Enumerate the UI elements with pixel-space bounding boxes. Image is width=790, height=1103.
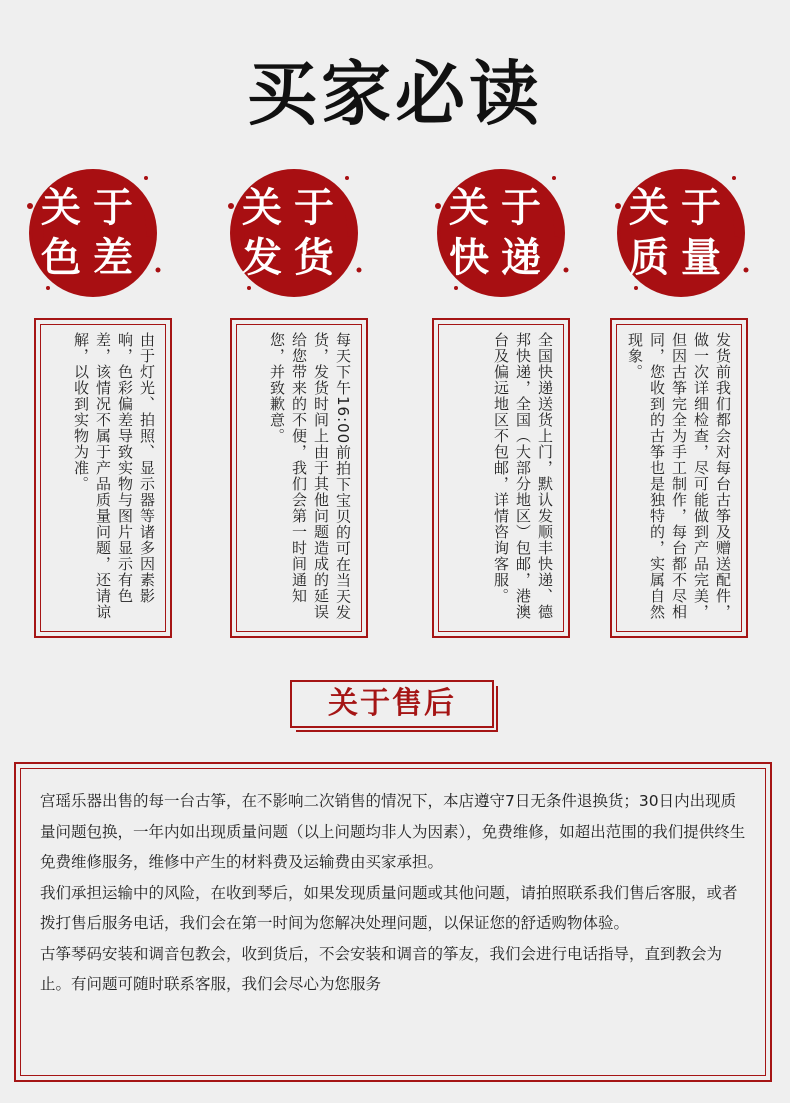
after-sales-text	[40, 786, 748, 1000]
after-sales-title-box	[290, 680, 494, 728]
ink-circle-icon	[606, 158, 756, 308]
ink-circle-icon	[18, 158, 168, 308]
card-color-difference	[34, 318, 172, 638]
ink-circle-icon	[426, 158, 576, 308]
badge-color-difference	[18, 158, 168, 308]
badge-line1: 关于	[41, 184, 145, 231]
badge-express	[426, 158, 576, 308]
badge-line2: 快递	[449, 234, 553, 281]
after-sales-box	[14, 762, 772, 1082]
card-shipping	[230, 318, 368, 638]
badge-line1: 关于	[449, 184, 553, 231]
after-sales-title: 关于售后	[328, 686, 456, 721]
badge-shipping	[219, 158, 369, 308]
after-sales-paragraph: 宫瑶乐器出售的每一台古筝，在不影响二次销售的情况下，本店遵守7日无条件退换货；30日内出现质量问题包换，一年内如出现质量问题（以上问题均非人为因素），免费维修，如超出范围的我们提供终生免费维修服务，维修中产生的材料费及运输费由买家承担。	[40, 792, 746, 871]
badge-line2: 质量	[629, 234, 733, 281]
card-express	[432, 318, 570, 638]
badge-line2: 色差	[41, 234, 145, 281]
card-quality	[610, 318, 748, 638]
badge-quality	[606, 158, 756, 308]
card-text: 每天下午16:00前拍下宝贝的可在当天发货，发货时间上由于其他问题造成的延误给您带来的不便，我们会第一时间通知您，并致歉意。	[268, 332, 352, 621]
card-text: 由于灯光、拍照、显示器等诸多因素影响，色彩偏差导致实物与图片显示有色差，该情况不属于产品质量问题，还请谅解，以收到实物为准。	[72, 332, 156, 620]
card-text: 发货前我们都会对每台古筝及赠送配件，做一次详细检查，尽可能做到产品完美，但因古筝完全为手工制作，每台都不尽相同，您收到的古筝也是独特的，实属自然现象。	[626, 332, 732, 620]
after-sales-paragraph: 古筝琴码安装和调音包教会，收到货后，不会安装和调音的筝友，我们会进行电话指导，直到教会为止。有问题可随时联系客服，我们会尽心为您服务	[40, 944, 723, 993]
page-title: 买家必读	[247, 52, 543, 135]
badge-line1: 关于	[242, 184, 346, 231]
ink-circle-icon	[219, 158, 369, 308]
after-sales-paragraph: 我们承担运输中的风险，在收到琴后，如果发现质量问题或其他问题，请拍照联系我们售后客服，或者拨打售后服务电话，我们会在第一时间为您解决处理问题，以保证您的舒适购物体验。	[40, 883, 738, 932]
badge-line1: 关于	[629, 184, 733, 231]
card-text: 全国快递送货上门，默认发顺丰快递、德邦快递，全国（大部分地区）包邮，港澳台及偏远地区不包邮，详情咨询客服。	[492, 332, 554, 620]
badge-line2: 发货	[242, 234, 346, 281]
